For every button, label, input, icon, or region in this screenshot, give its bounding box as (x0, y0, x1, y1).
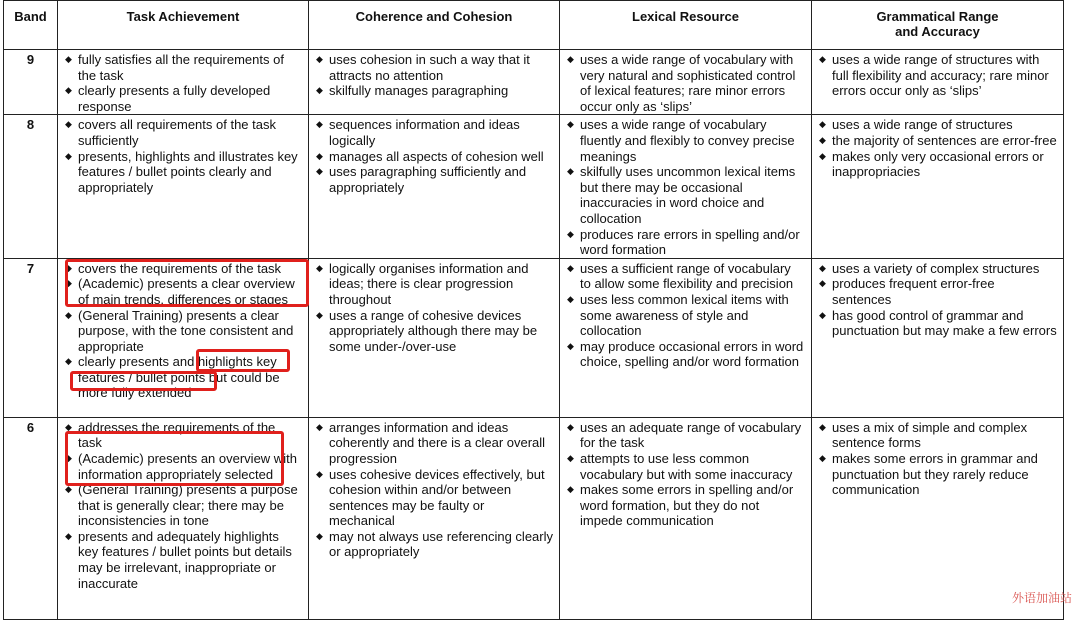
descriptor-bullet (816, 52, 1057, 99)
descriptor-text: uses a wide range of structures with full flexibility and accuracy; rare minor errors occur only as ‘slips’ (832, 52, 1049, 99)
coherence-cohesion-bullet-list (309, 418, 559, 560)
descriptor-bullet (564, 292, 805, 339)
descriptor-text: addresses the requirements of the task (78, 419, 276, 451)
descriptor-bullet (313, 529, 553, 560)
descriptor-text: may produce occasional errors in word choice, spelling and/or word formation (580, 338, 804, 370)
task-achievement-bullet-list (58, 418, 308, 592)
descriptor-bullet (816, 276, 1057, 307)
grammatical-range-cell (812, 258, 1064, 417)
descriptor-bullet (313, 467, 553, 529)
header-grammatical-range (812, 1, 1064, 50)
descriptor-bullet (816, 261, 1057, 277)
descriptor-text: covers all requirements of the task sufficiently (78, 117, 276, 148)
diamond-bullet-icon: ◆ (65, 150, 72, 161)
descriptor-bullet (62, 451, 302, 482)
descriptor-bullet (564, 227, 805, 258)
band-row-7 (4, 258, 1064, 417)
descriptor-text: sequences information and ideas logically (329, 117, 520, 148)
descriptor-bullet (62, 308, 302, 355)
descriptor-text: manages all aspects of cohesion well (329, 148, 544, 164)
diamond-bullet-icon: ◆ (65, 309, 72, 320)
descriptor-text: has good control of grammar and punctuation but may make a few errors (832, 307, 1057, 339)
descriptor-text: uses cohesive devices effectively, but cohesion within and/or between sentences may be faulty or mechanical (329, 466, 545, 529)
diamond-bullet-icon: ◆ (316, 530, 323, 541)
descriptor-bullet (564, 339, 805, 370)
diamond-bullet-icon: ◆ (819, 452, 826, 463)
diamond-bullet-icon: ◆ (567, 340, 574, 351)
descriptor-bullet (564, 482, 805, 529)
descriptor-bullet (816, 149, 1057, 180)
diamond-bullet-icon: ◆ (819, 119, 826, 130)
diamond-bullet-icon: ◆ (65, 530, 72, 541)
diamond-bullet-icon: ◆ (65, 278, 72, 289)
task-achievement-bullet-list (58, 50, 308, 114)
band-row-8 (4, 115, 1064, 258)
descriptor-text: (Academic) presents an overview with information appropriately selected (78, 450, 297, 482)
descriptor-bullet (62, 354, 302, 401)
diamond-bullet-icon: ◆ (65, 54, 72, 64)
descriptor-bullet (62, 149, 302, 196)
descriptor-text: uses a mix of simple and complex sentence forms (832, 419, 1028, 451)
descriptor-text: arranges information and ideas coherently and there is a clear overall progression (329, 419, 546, 466)
diamond-bullet-icon: ◆ (316, 119, 323, 130)
diamond-bullet-icon: ◆ (65, 452, 72, 463)
descriptor-text: uses a wide range of vocabulary with very natural and sophisticated control of lexical features; rare minor errors occur only as ‘slips’ (580, 52, 796, 114)
diamond-bullet-icon: ◆ (567, 293, 574, 304)
task-achievement-cell (58, 258, 309, 417)
descriptor-text: uses paragraphing sufficiently and appropriately (329, 164, 527, 195)
descriptor-text: may not always use referencing clearly or appropriately (329, 528, 553, 560)
header-grammar-line1: Grammatical Range (876, 9, 999, 24)
descriptor-text: (Academic) presents a clear overview of main trends, differences or stages (78, 276, 295, 307)
band-row-6 (4, 417, 1064, 619)
diamond-bullet-icon: ◆ (819, 150, 826, 161)
descriptor-text: presents and adequately highlights key features / bullet points but details may be irrelevant, inappropriate or inaccurate (78, 528, 292, 591)
descriptor-bullet (62, 529, 302, 591)
diamond-bullet-icon: ◆ (316, 468, 323, 479)
coherence-cohesion-bullet-list (309, 115, 559, 195)
lexical-resource-cell (560, 115, 812, 258)
lexical-resource-bullet-list (560, 50, 811, 114)
band-descriptor-table (3, 0, 1064, 620)
diamond-bullet-icon: ◆ (567, 54, 574, 64)
descriptor-bullet (564, 420, 805, 451)
descriptor-bullet (62, 117, 302, 148)
descriptor-text: skilfully manages paragraphing (329, 83, 509, 99)
descriptor-text: covers the requirements of the task (78, 260, 282, 276)
descriptor-text: attempts to use less common vocabulary but with some inaccuracy (580, 450, 793, 482)
descriptor-text: skilfully uses uncommon lexical items but there may be occasional inaccuracies in word choice and collocation (580, 164, 796, 226)
task-achievement-cell (58, 417, 309, 619)
coherence-cohesion-cell (309, 50, 560, 115)
descriptor-bullet (816, 420, 1057, 451)
descriptor-bullet (313, 117, 553, 148)
descriptor-bullet (62, 420, 302, 451)
task-achievement-bullet-list (58, 259, 308, 401)
diamond-bullet-icon: ◆ (316, 421, 323, 432)
header-row (4, 1, 1064, 50)
descriptor-text: uses a variety of complex structures (832, 260, 1040, 276)
diamond-bullet-icon: ◆ (316, 85, 323, 96)
descriptor-text: logically organises information and ideas; there is clear progression throughout (329, 260, 529, 307)
header-band: Band (4, 1, 58, 50)
diamond-bullet-icon: ◆ (567, 452, 574, 463)
lexical-resource-cell (560, 417, 812, 619)
descriptor-text: uses less common lexical items with some awareness of style and collocation (580, 291, 789, 339)
descriptor-bullet (313, 308, 553, 355)
descriptor-bullet (313, 83, 553, 99)
descriptor-text: uses a wide range of structures (832, 117, 1013, 133)
descriptor-bullet (313, 261, 553, 308)
task-achievement-bullet-list (58, 115, 308, 195)
diamond-bullet-icon: ◆ (316, 54, 323, 64)
descriptor-text: uses a wide range of vocabulary fluently and flexibly to convey precise meanings (580, 117, 795, 164)
descriptor-text: the majority of sentences are error-free (832, 132, 1057, 148)
band-score: 6 (4, 417, 58, 619)
diamond-bullet-icon: ◆ (567, 421, 574, 432)
descriptor-bullet (313, 420, 553, 467)
descriptor-bullet (816, 451, 1057, 498)
coherence-cohesion-bullet-list (309, 259, 559, 355)
descriptor-text: makes only very occasional errors or inappropriacies (832, 148, 1044, 180)
descriptor-text: fully satisfies all the requirements of the task (78, 52, 284, 83)
diamond-bullet-icon: ◆ (65, 119, 72, 130)
descriptor-bullet (564, 52, 805, 114)
descriptor-bullet (62, 482, 302, 529)
lexical-resource-bullet-list (560, 259, 811, 370)
coherence-cohesion-cell (309, 258, 560, 417)
grammatical-range-bullet-list (812, 418, 1063, 498)
header-task-achievement: Task Achievement (58, 1, 309, 50)
band-score: 9 (4, 50, 58, 115)
lexical-resource-bullet-list (560, 418, 811, 529)
header-coherence-cohesion: Coherence and Cohesion (309, 1, 560, 50)
diamond-bullet-icon: ◆ (567, 166, 574, 177)
watermark-label: 外语加油站 (1011, 591, 1072, 605)
descriptor-bullet (313, 149, 553, 165)
diamond-bullet-icon: ◆ (567, 228, 574, 239)
descriptor-bullet (62, 83, 302, 114)
lexical-resource-cell (560, 50, 812, 115)
diamond-bullet-icon: ◆ (819, 54, 826, 64)
descriptor-text: (General Training) presents a clear purpose, with the tone consistent and appropriate (78, 307, 294, 354)
descriptor-bullet (564, 117, 805, 164)
diamond-bullet-icon: ◆ (819, 309, 826, 320)
descriptor-text: uses cohesion in such a way that it attracts no attention (329, 52, 530, 83)
diamond-bullet-icon: ◆ (65, 85, 72, 96)
band-row-9 (4, 50, 1064, 115)
diamond-bullet-icon: ◆ (65, 356, 72, 367)
descriptor-bullet (313, 52, 553, 83)
descriptor-bullet (62, 52, 302, 83)
grammatical-range-bullet-list (812, 259, 1063, 339)
diamond-bullet-icon: ◆ (567, 484, 574, 495)
descriptor-bullet (816, 117, 1057, 133)
descriptor-text: produces rare errors in spelling and/or word formation (580, 226, 800, 258)
diamond-bullet-icon: ◆ (819, 134, 826, 145)
descriptor-text: uses a range of cohesive devices appropriately although there may be some under-/over-use (329, 307, 538, 354)
task-achievement-cell (58, 115, 309, 258)
descriptor-text: clearly presents and highlights key features / bullet points but could be more fully extended (78, 354, 280, 401)
coherence-cohesion-cell (309, 417, 560, 619)
header-lexical-resource: Lexical Resource (560, 1, 812, 50)
rubric-sheet (3, 0, 1063, 609)
diamond-bullet-icon: ◆ (316, 262, 323, 273)
descriptor-bullet (816, 133, 1057, 149)
descriptor-bullet (62, 261, 302, 277)
diamond-bullet-icon: ◆ (819, 421, 826, 432)
descriptor-bullet (313, 164, 553, 195)
diamond-bullet-icon: ◆ (316, 309, 323, 320)
diamond-bullet-icon: ◆ (65, 262, 72, 273)
task-achievement-cell (58, 50, 309, 115)
coherence-cohesion-cell (309, 115, 560, 258)
descriptor-text: uses a sufficient range of vocabulary to allow some flexibility and precision (580, 260, 794, 292)
descriptor-bullet (62, 276, 302, 307)
lexical-resource-bullet-list (560, 115, 811, 257)
diamond-bullet-icon: ◆ (567, 262, 574, 273)
diamond-bullet-icon: ◆ (65, 421, 72, 432)
coherence-cohesion-bullet-list (309, 50, 559, 99)
descriptor-bullet (564, 451, 805, 482)
descriptor-text: uses an adequate range of vocabulary for the task (580, 419, 802, 451)
diamond-bullet-icon: ◆ (819, 278, 826, 289)
lexical-resource-cell (560, 258, 812, 417)
descriptor-bullet (564, 261, 805, 292)
diamond-bullet-icon: ◆ (65, 484, 72, 495)
descriptor-text: presents, highlights and illustrates key features / bullet points clearly and appropriately (78, 148, 298, 195)
diamond-bullet-icon: ◆ (316, 150, 323, 161)
band-score: 8 (4, 115, 58, 258)
descriptor-text: makes some errors in grammar and punctuation but they rarely reduce communication (832, 450, 1038, 498)
diamond-bullet-icon: ◆ (316, 166, 323, 177)
descriptor-text: makes some errors in spelling and/or word formation, but they do not impede communication (580, 482, 794, 529)
grammatical-range-bullet-list (812, 50, 1063, 99)
grammatical-range-cell (812, 115, 1064, 258)
grammatical-range-cell (812, 50, 1064, 115)
descriptor-text: produces frequent error-free sentences (832, 276, 995, 307)
diamond-bullet-icon: ◆ (567, 119, 574, 130)
descriptor-text: clearly presents a fully developed response (78, 83, 271, 114)
descriptor-bullet (816, 308, 1057, 339)
diamond-bullet-icon: ◆ (819, 262, 826, 273)
header-grammar-line2: and Accuracy (895, 24, 980, 39)
grammatical-range-bullet-list (812, 115, 1063, 179)
descriptor-bullet (564, 164, 805, 226)
descriptor-text: (General Training) presents a purpose that is generally clear; there may be inconsistencies in tone (78, 482, 298, 529)
band-score: 7 (4, 258, 58, 417)
